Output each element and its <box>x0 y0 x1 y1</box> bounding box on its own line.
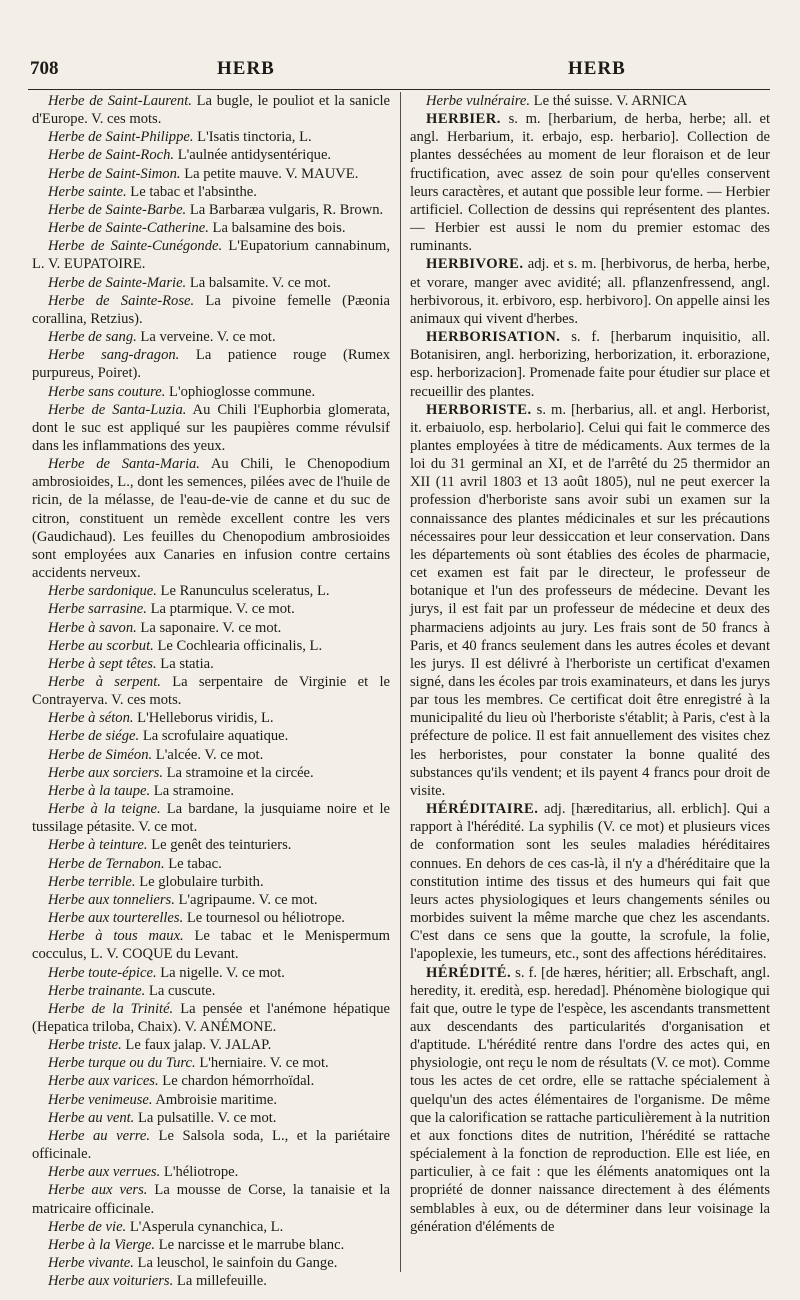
entry-term: Herbe au verre. <box>48 1127 151 1144</box>
entry-term: Herbe aux vers. <box>48 1182 148 1199</box>
right-column <box>410 92 770 1236</box>
entry-definition: L'agripaume. V. ce mot. <box>174 891 318 908</box>
entry-term: Herbe aux verrues. <box>48 1164 161 1181</box>
entry <box>32 1236 390 1254</box>
entry-definition: La Barbaræa vulgaris, R. Brown. <box>186 201 384 218</box>
entry-definition: L'alcée. V. ce mot. <box>152 746 264 763</box>
entry-definition: Le Cochlearia officinalis, L. <box>153 637 323 654</box>
entry-definition: La cuscute. <box>145 982 216 999</box>
entry <box>32 836 390 854</box>
entry-term: Herbe de vie. <box>48 1218 127 1235</box>
entry-definition: L'Asperula cynanchica, L. <box>126 1218 284 1235</box>
entry <box>32 1181 390 1217</box>
entry <box>32 782 390 800</box>
entry <box>32 328 390 346</box>
entry <box>32 673 390 709</box>
entry-definition: adj. et s. m. [herbivorus, de herba, herbe, et vorare, manger avec avidité; all. pflanzenfressend, angl. herbivorous, it. erbivoro, esp. herbivoro]. On appelle ainsi les animaux qui vivent d'herbes. <box>410 256 770 327</box>
entry-term: Herbe à serpent. <box>48 674 161 690</box>
entry-definition: L'herniaire. V. ce mot. <box>195 1055 329 1072</box>
entry <box>32 1072 390 1090</box>
entry-definition: Le genêt des teinturiers. <box>147 837 292 854</box>
entry-term: Herbe de Sainte-Catherine. <box>48 220 209 237</box>
entry-term: Herbe turque ou du Turc. <box>48 1055 196 1072</box>
entry <box>32 855 390 873</box>
entry-definition: L'aulnée antidysentérique. <box>174 147 332 164</box>
entry <box>410 800 770 963</box>
entry-term: Herbe à la taupe. <box>48 782 151 799</box>
entry-term: Herbe de la Trinité. <box>48 1000 174 1017</box>
entry-definition: Le tabac et l'absinthe. <box>126 183 257 200</box>
entry-term: Herbe à tous maux. <box>48 928 184 945</box>
entry <box>32 764 390 782</box>
entry-definition: La pivoine femelle (Pæonia corallina, Retzius). <box>32 292 390 327</box>
entry-definition: La balsamine des bois. <box>208 220 346 237</box>
left-running-head: HERB <box>217 58 275 79</box>
entry <box>32 401 390 455</box>
entry-term: Herbe terrible. <box>48 873 136 890</box>
entry <box>32 237 390 273</box>
entry-term: Herbe aux varices. <box>48 1073 159 1090</box>
entry-term: Herbe à sept têtes. <box>48 655 157 672</box>
entry-term: Herbe au vent. <box>48 1109 135 1126</box>
entry <box>32 655 390 673</box>
entry-term: Herbe venimeuse. <box>48 1091 153 1108</box>
entry <box>32 800 390 836</box>
entry-definition: Le Salsola soda, L., et la pariétaire officinale. <box>32 1127 390 1163</box>
entry-term: Herbe de Sainte-Cunégonde. <box>48 238 223 255</box>
entry-definition: Le tabac et le Menispermum cocculus, L. V. COQUE du Levant. <box>32 928 390 963</box>
entry-term: Herbe à la teigne. <box>48 801 161 818</box>
entry-term: Herbe de Saint-Simon. <box>48 165 181 182</box>
entry-term: Herbe vivante. <box>48 1255 134 1271</box>
entry-term: Herbe de Santa-Luzia. <box>48 401 187 418</box>
entry-term: Herbe au scorbut. <box>48 637 154 654</box>
entry-definition: La leuschol, le sainfoin du Gange. <box>133 1255 338 1271</box>
entry <box>32 1127 390 1163</box>
entry <box>32 346 390 382</box>
entry <box>32 1254 390 1272</box>
entry-definition: La nigelle. V. ce mot. <box>156 964 285 981</box>
entry <box>32 582 390 600</box>
entry-definition: L'ophioglosse commune. <box>165 383 316 400</box>
entry-definition: s. f. [herbarum inquisitio, all. Botanisiren, angl. herborizing, herborization, it. erborazione, esp. herborizacion]. Promenade faite pour étudier sur place et recueillir des plantes. <box>410 329 770 400</box>
entry <box>32 1272 390 1290</box>
entry-term: Herbe de Sainte-Rose. <box>48 292 195 309</box>
entry-term: Herbe sardonique. <box>48 583 157 600</box>
entry-definition: La mousse de Corse, la tanaisie et la matricaire officinale. <box>32 1182 390 1217</box>
entry-definition: Le Ranunculus sceleratus, L. <box>156 583 330 600</box>
entry <box>32 146 390 164</box>
entry-term: Herbe vulnéraire. <box>426 93 531 109</box>
entry <box>32 709 390 727</box>
entry-term: Herbe à séton. <box>48 710 134 727</box>
entry <box>410 255 770 328</box>
entry-headword: HÉRÉDITAIRE. <box>426 801 539 818</box>
entry-term: Herbe à teinture. <box>48 837 148 854</box>
entry-definition: La pulsatille. V. ce mot. <box>134 1109 277 1126</box>
entry-term: Herbe à la Vierge. <box>48 1236 155 1253</box>
entry-headword: HERBIER. <box>426 111 501 128</box>
entry-term: Herbe de Sainte-Marie. <box>48 274 187 291</box>
entry <box>32 1218 390 1236</box>
entry-definition: Au Chili, le Chenopodium ambrosioides, L., dont les semences, pilées avec de l'huile de ricin, de la mélasse, de l'eau-de-vie de canne et du suc de citron, constituent un remède excellent contre les vers (Gaudichaud). Les feuilles du Chenopodium ambrosioides sont employées aux Canaries en infusion contre certains accidents nerveux. <box>32 456 390 582</box>
entry <box>32 165 390 183</box>
entry-definition: La saponaire. V. ce mot. <box>136 619 282 636</box>
entry-definition: La pensée et l'anémone hépatique (Hepatica triloba, Chaix). V. ANÉMONE. <box>32 1000 390 1035</box>
entry <box>32 92 390 128</box>
entry-definition: La scrofulaire aquatique. <box>139 728 289 745</box>
entry-term: Herbe à savon. <box>48 619 137 636</box>
entry <box>32 982 390 1000</box>
entry <box>32 292 390 328</box>
entry <box>32 964 390 982</box>
entry-headword: HÉRÉDITÉ. <box>426 964 512 981</box>
entry-definition: La ptarmique. V. ce mot. <box>146 601 295 618</box>
entry-definition: La verveine. V. ce mot. <box>136 329 276 346</box>
entry-term: Herbe aux sorciers. <box>48 764 163 781</box>
entry-definition: La patience rouge (Rumex purpureus, Poiret). <box>32 347 390 382</box>
entry <box>32 1000 390 1036</box>
entry <box>410 110 770 255</box>
entry <box>32 619 390 637</box>
entry-definition: L'Eupatorium cannabinum, L. V. EUPATOIRE. <box>32 238 390 273</box>
entry-term: Herbe de sang. <box>48 329 137 346</box>
header-rule <box>28 89 770 90</box>
entry <box>410 92 770 110</box>
entry-term: Herbe aux tourterelles. <box>48 910 184 927</box>
entry-term: Herbe de Siméon. <box>48 746 153 763</box>
entry <box>32 274 390 292</box>
entry-term: Herbe sans couture. <box>48 383 166 400</box>
entry-term: Herbe sarrasine. <box>48 601 147 618</box>
entry-definition: La bardane, la jusquiame noire et le tussilage pétasite. V. ce mot. <box>32 801 390 836</box>
entry <box>410 328 770 401</box>
entry-definition: La serpentaire de Virginie et le Contrayerva. V. ces mots. <box>32 674 390 709</box>
entry-definition: adj. [hæreditarius, all. erblich]. Qui a rapport à l'hérédité. La syphilis (V. ce mot) et plusieurs vices de conformation sont les seules maladies héréditaires connues. En dehors de ces cas-là, il n'y a d'héréditaire que la constitution intime des tissus et des humeurs qui fait que leurs actes physiologiques et leurs changements séniles ou morbides suivent la même marche que chez les ascendants. C'est dans ce sens que la goutte, la scrofule, la folie, l'apoplexie, les tumeurs, etc., sont des affections héréditaires. <box>410 801 770 963</box>
entry <box>32 128 390 146</box>
entry <box>32 927 390 963</box>
entry-term: Herbe sainte. <box>48 183 127 200</box>
right-running-head: HERB <box>568 58 626 79</box>
entry-definition: Le globulaire turbith. <box>135 873 264 890</box>
entry <box>32 873 390 891</box>
entry <box>32 637 390 655</box>
left-column <box>32 92 390 1290</box>
entry <box>32 600 390 618</box>
entry-term: Herbe de siége. <box>48 728 140 745</box>
entry-definition: La balsamite. V. ce mot. <box>186 274 331 291</box>
entry-term: Herbe trainante. <box>48 982 146 999</box>
entry <box>32 727 390 745</box>
entry-definition: s. m. [herbarium, de herba, herbe; all. et angl. Herbarium, it. erbajo, esp. herbario]. Collection de plantes desséchées au moment de leur floraison et de leur fructification, avec assez de soin pour qu'elles conservent leurs caractères, et autant que possible leur forme. — Herbier artificiel. Collection de dessins qui représentent des plantes. — Herbier est aussi le nom du premier estomac des ruminants. <box>410 111 770 255</box>
entry-term: Herbe de Saint-Laurent. <box>48 93 192 109</box>
entry-headword: HERBORISTE. <box>426 401 532 418</box>
entry <box>32 1036 390 1054</box>
entry <box>32 183 390 201</box>
entry <box>410 401 770 800</box>
entry-definition: Le tournesol ou héliotrope. <box>183 910 345 927</box>
entry <box>32 383 390 401</box>
entry-term: Herbe de Saint-Philippe. <box>48 129 194 146</box>
entry-definition: L'Helleborus viridis, L. <box>133 710 274 727</box>
entry-definition: L'Isatis tinctoria, L. <box>193 129 312 146</box>
entry-definition: La statia. <box>156 655 214 672</box>
entry-definition: Ambroisie maritime. <box>152 1091 277 1108</box>
entry-definition: L'héliotrope. <box>160 1164 239 1181</box>
entry-term: Herbe toute-épice. <box>48 964 157 981</box>
entry-definition: La stramoine et la circée. <box>162 764 314 781</box>
entry <box>32 1091 390 1109</box>
column-divider <box>400 92 401 1272</box>
entry-term: Herbe de Santa-Maria. <box>48 456 200 473</box>
entry-term: Herbe de Sainte-Barbe. <box>48 201 187 218</box>
entry-definition: Le thé suisse. V. ARNICA <box>530 93 688 109</box>
entry-definition: s. m. [herbarius, all. et angl. Herborist, it. erbaiuolo, esp. herbolario]. Celui qui fait le commerce des plantes employées à titre de médicaments. Aux termes de la loi du 31 germinal an XI, et de l'arrêté du 25 thermidor an XII (11 avril 1803 et 13 août 1805), nul ne peut exercer la profession d'herboriste sans avoir subi un examen sur la connaissance des plantes médicinales et sur les précautions nécessaires pour leur dessiccation et leur conservation. Dans les départements où sont établies des écoles de pharmacie, cet examen est fait par le directeur, le professeur de botanique et l'un des professeurs de médecine. Devant les jurys, il est fait par un professeur de médecine et deux des pharmaciens adjoints au jury. Les frais sont de 50 francs à Paris, et 40 francs seulement dans les autres écoles et devant les jurys. Il est délivré à l'herboriste un certificat d'examen signé, dans les écoles par trois examinateurs, et dans les jurys par tous les membres. Ce certificat doit être enregistré à la municipalité du lieu où l'herboriste s'établit; à Paris, c'est à la préfecture de police. Il est fait annuellement des visites chez les herboristes, pour constater la bonne qualité des substances qu'ils vendent; et ils payent 4 francs pour droit de visite. <box>410 401 770 799</box>
entry <box>32 1163 390 1181</box>
entry <box>32 746 390 764</box>
entry-headword: HERBIVORE. <box>426 256 524 273</box>
entry-definition: La stramoine. <box>150 782 235 799</box>
entry <box>32 891 390 909</box>
entry-definition: s. f. [de hæres, héritier; all. Erbschaft, angl. heredity, it. eredità, esp. heredad]. Phénomène biologique qui fait que, outre le type de l'espèce, les ascendants transmettent aux descendants des particularités d'organisation et d'aptitude. L'hérédité rentre dans l'ordre des actes qui, en physiologie, ont reçu le nom de résultats (V. ce mot). Comme tous les actes de cet ordre, elle se rattache spécialement à quelqu'un des actes élémentaires de l'organisme. De même que la calorification se rattache particulièrement à la nutrition et aux fonctions dites de nutrition, l'hérédité se rattache spécialement à la fonction de reproduction. Elle est liée, en particulier, à ce fait : que les éléments anatomiques ont la propriété de donner naissance directement à des éléments semblables à eux, ou de déterminer dans leur voisinage la génération d'éléments de <box>410 964 770 1235</box>
entry-definition: La petite mauve. V. MAUVE. <box>180 165 359 182</box>
running-header <box>30 58 770 84</box>
entry-term: Herbe de Saint-Roch. <box>48 147 175 164</box>
entry-definition: Le tabac. <box>164 855 222 872</box>
entry <box>32 219 390 237</box>
entry <box>32 455 390 582</box>
entry <box>32 909 390 927</box>
entry-term: Herbe de Ternabon. <box>48 855 165 872</box>
entry-definition: La millefeuille. <box>173 1273 267 1290</box>
entry <box>410 964 770 1236</box>
entry-definition: Le narcisse et le marrube blanc. <box>155 1236 345 1253</box>
entry-term: Herbe aux voituriers. <box>48 1273 174 1290</box>
entry-definition: Le chardon hémorrhoïdal. <box>158 1073 315 1090</box>
page-number: 708 <box>30 58 59 79</box>
entry-definition: La bugle, le pouliot et la sanicle d'Europe. V. ces mots. <box>32 93 390 128</box>
entry-definition: Le faux jalap. V. JALAP. <box>121 1037 272 1054</box>
entry-term: Herbe aux tonneliers. <box>48 891 175 908</box>
entry-term: Herbe triste. <box>48 1037 122 1054</box>
entry-definition: Au Chili l'Euphorbia glomerata, dont le suc est appliqué sur les paupières comme révulsif dans les inflammations des yeux. <box>32 401 390 454</box>
entry <box>32 1109 390 1127</box>
entry <box>32 1054 390 1072</box>
entry-term: Herbe sang-dragon. <box>48 347 180 364</box>
entry <box>32 201 390 219</box>
entry-headword: HERBORISATION. <box>426 329 561 346</box>
